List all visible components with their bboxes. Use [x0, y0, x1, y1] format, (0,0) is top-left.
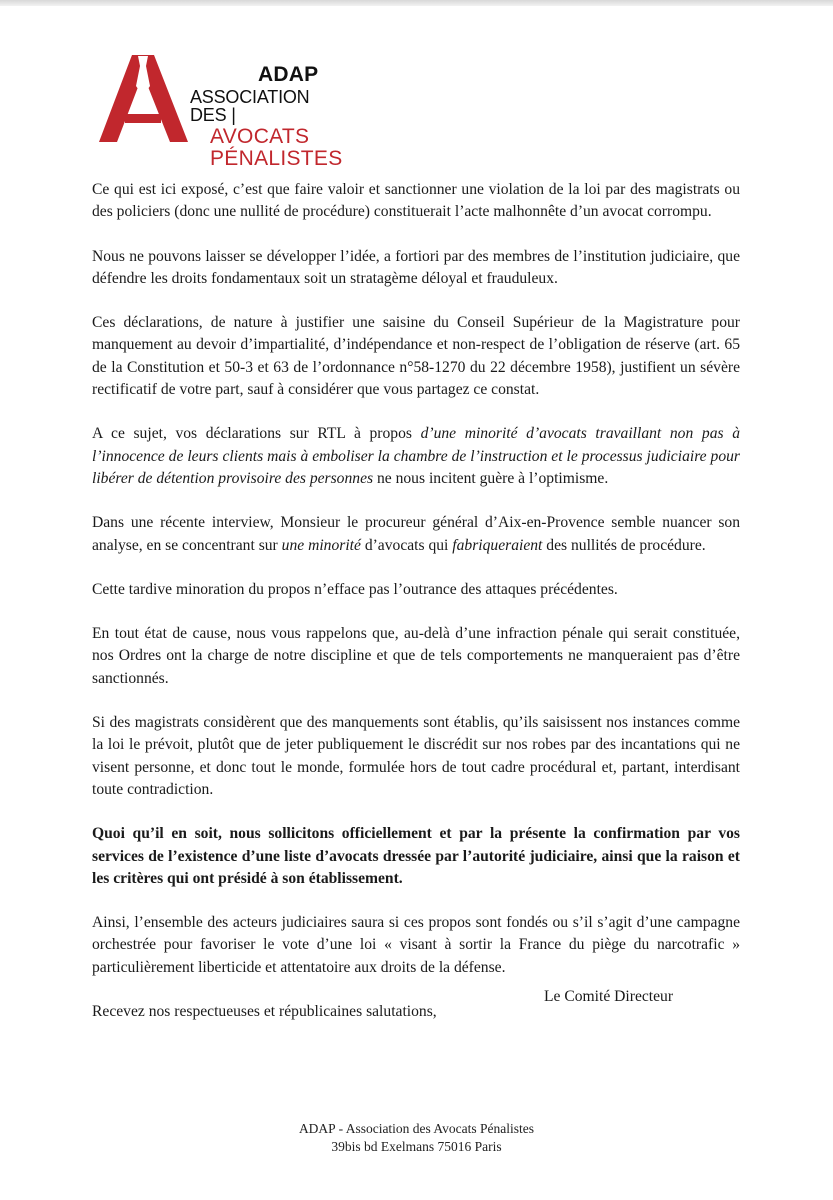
paragraph-5-text-a: Dans une récente interview, Monsieur le procureur général d’Aix-en-Provence semble nuancer son analyse, en se concentrant sur — [92, 514, 740, 554]
paragraph-5-text-e: des nullités de procédure. — [542, 536, 706, 554]
paragraph-5-quote-minorite: une minorité — [281, 536, 361, 554]
paragraph-6: Cette tardive minoration du propos n’efface pas l’outrance des attaques précédentes. — [92, 580, 618, 598]
footer — [0, 1120, 833, 1156]
logo-abbrev: ADAP — [258, 63, 319, 86]
paragraph-9-request: Quoi qu’il en soit, nous sollicitons officiellement et par la présente la confirmation par vos services de l’existence d’une liste d’avocats dressée par l’autorité judiciaire, ainsi que la raison et les critères qui ont présidé à son établissement. — [92, 825, 740, 887]
logo-line-penalistes: PÉNALISTES — [210, 147, 343, 170]
paragraph-4-text-c: ne nous incitent guère à l’optimisme. — [373, 469, 609, 487]
logo-line-avocats: AVOCATS — [210, 125, 310, 148]
paragraph-4 — [92, 423, 740, 490]
paragraph-5 — [92, 512, 740, 557]
footer-org-name: ADAP - Association des Avocats Pénalistes — [298, 1121, 535, 1136]
paragraph-8: Si des magistrats considèrent que des manquements sont établis, qu’ils saisissent nos instances comme la loi le prévoit, plutôt que de jeter publiquement le discrédit sur nos robes par des incantations qui ne visent personne, et donc tout le monde, formulée hors de tout cadre procédural et, partant, interdisant toute contradiction. — [92, 714, 740, 798]
paragraph-7: En tout état de cause, nous vous rappelons que, au-delà d’une infraction pénale qui serait constituée, nos Ordres ont la charge de notre discipline et que de tels comportements ne manqueraient pas d’être sanctionnés. — [92, 625, 740, 687]
logo-a-mark-icon — [98, 52, 190, 144]
paragraph-2: Nous ne pouvons laisser se développer l’idée, a fortiori par des membres de l’institution judiciaire, que défendre les droits fondamentaux soit un stratagème déloyal et frauduleux. — [92, 247, 740, 287]
signature: Le Comité Directeur — [544, 988, 674, 1005]
logo-line-association: ASSOCIATION DES | — [190, 87, 310, 125]
paragraph-4-text-a: A ce sujet, vos déclarations sur RTL à propos — [92, 425, 421, 443]
adap-logo — [98, 52, 343, 170]
logo-wordmark — [190, 64, 343, 169]
closing-salutation: Recevez nos respectueuses et républicaines salutations, — [92, 1003, 437, 1021]
paragraph-5-quote-fabriqueraient: fabriqueraient — [452, 536, 543, 554]
top-edge — [0, 0, 833, 6]
paragraph-10: Ainsi, l’ensemble des acteurs judiciaires saura si ces propos sont fondés ou s’il s’agit d’une campagne orchestrée pour favoriser le vote d’une loi « visant à sortir la France du piège du narcotrafic » particulièrement liberticide et attentatoire aux droits de la défense. — [92, 914, 740, 976]
footer-address: 39bis bd Exelmans 75016 Paris — [331, 1139, 502, 1154]
paragraph-5-text-c: d’avocats qui — [360, 536, 453, 554]
paragraph-4-quote: d’une minorité d’avocats travaillant non pas à l’innocence de leurs clients mais à emboliser la chambre de l’instruction et le processus judiciaire pour libérer de détention provisoire des personnes — [92, 425, 740, 487]
letter-body — [92, 179, 740, 1045]
paragraph-3: Ces déclarations, de nature à justifier une saisine du Conseil Supérieur de la Magistrature pour manquement au devoir d’impartialité, d’indépendance et non-respect de l’obligation de réserve (art. 65 de la Constitution et 50-3 et 63 de l’ordonnance n°58-1270 du 22 décembre 1958), justifient un sévère rectificatif de votre part, sauf à considérer que vous partagez ce constat. — [92, 314, 740, 399]
paragraph-1: Ce qui est ici exposé, c’est que faire valoir et sanctionner une violation de la loi par des magistrats ou des policiers (donc une nullité de procédure) constituerait l’acte malhonnête d’un avocat corrompu. — [92, 181, 740, 221]
